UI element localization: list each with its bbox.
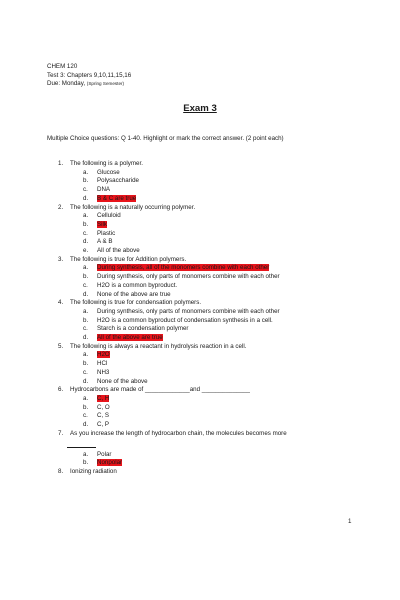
option-text-highlighted: B & C are true xyxy=(97,194,137,202)
option-letter: a. xyxy=(83,394,89,402)
answer-option[interactable] xyxy=(58,291,388,300)
question-number: 4. xyxy=(58,299,64,307)
option-text: Polysaccharide xyxy=(97,177,139,185)
option-letter: c. xyxy=(83,281,88,289)
answer-option[interactable] xyxy=(58,282,388,291)
question xyxy=(58,160,388,169)
option-text: H2O is a common byproduct of condensation synthesis in a cell. xyxy=(97,316,273,324)
answer-option[interactable] xyxy=(58,351,388,360)
option-letter: d. xyxy=(83,290,89,298)
question-text: Hydrocarbons are made of _____________and ______________ xyxy=(70,386,250,394)
due-line xyxy=(47,80,131,89)
question-number: 5. xyxy=(58,342,64,350)
question-text: As you increase the length of hydrocarbon chain, the molecules becomes more xyxy=(70,429,287,437)
option-letter: c. xyxy=(83,368,88,376)
answer-option[interactable] xyxy=(58,195,388,204)
option-letter: d. xyxy=(83,334,89,342)
option-letter: b. xyxy=(83,316,89,324)
due-note: (Spring Semester) xyxy=(86,81,125,87)
option-letter: a. xyxy=(83,212,89,220)
question xyxy=(58,343,388,352)
option-text: During synthesis, only parts of monomers combine with each other xyxy=(97,273,280,281)
option-letter: c. xyxy=(83,186,88,194)
course-header xyxy=(47,63,131,89)
option-letter: b. xyxy=(83,360,89,368)
question-number: 3. xyxy=(58,255,64,263)
question xyxy=(58,256,388,265)
question-number: 6. xyxy=(58,386,64,394)
option-text: Glucose xyxy=(97,168,120,176)
question xyxy=(58,386,388,395)
answer-option[interactable] xyxy=(58,308,388,317)
option-letter: e. xyxy=(83,247,89,255)
option-text-highlighted: Silk xyxy=(97,220,107,228)
question xyxy=(58,299,388,308)
due-prefix: Due: Monday, xyxy=(47,80,86,88)
course-code: CHEM 120 xyxy=(47,63,78,70)
option-letter: b. xyxy=(83,177,89,185)
answer-option[interactable] xyxy=(58,169,388,178)
option-text: None of the above xyxy=(97,377,148,385)
question-text: The following is a polymer. xyxy=(70,160,143,167)
question-number: 7. xyxy=(58,429,64,437)
option-letter: a. xyxy=(83,450,89,458)
option-text: None of the above are true xyxy=(97,290,171,298)
answer-option[interactable] xyxy=(58,264,388,273)
answer-option[interactable] xyxy=(58,334,388,343)
answer-option[interactable] xyxy=(58,412,388,421)
answer-option[interactable] xyxy=(58,186,388,195)
question-number: 8. xyxy=(58,467,64,475)
answer-option[interactable] xyxy=(58,247,388,256)
answer-option[interactable] xyxy=(58,378,388,387)
option-letter: c. xyxy=(83,229,88,237)
instructions: Multiple Choice questions: Q 1-40. Highlight or mark the correct answer. (2 point each) xyxy=(47,135,284,142)
answer-option[interactable] xyxy=(58,177,388,186)
question-number: 1. xyxy=(58,160,64,167)
answer-option[interactable] xyxy=(58,459,388,468)
answer-option[interactable] xyxy=(58,238,388,247)
answer-option[interactable] xyxy=(58,360,388,369)
test-chapters: Test 3: Chapters 9,10,11,15,16 xyxy=(47,71,132,79)
option-text-highlighted: H2O xyxy=(97,351,110,359)
option-text: During synthesis, only parts of monomers combine with each other xyxy=(97,307,280,315)
option-text: Polar xyxy=(97,450,112,458)
option-text: Celluloid xyxy=(97,212,121,220)
answer-option[interactable] xyxy=(58,212,388,221)
question-text: The following is a naturally occurring polymer. xyxy=(70,203,196,211)
answer-option[interactable] xyxy=(58,317,388,326)
answer-option[interactable] xyxy=(58,273,388,282)
option-text: NH3 xyxy=(97,368,110,376)
question-text: The following is always a reactant in hydrolysis reaction in a cell. xyxy=(70,342,247,350)
option-letter: a. xyxy=(83,264,89,272)
answer-option[interactable] xyxy=(58,369,388,378)
option-letter: a. xyxy=(83,307,89,315)
option-letter: d. xyxy=(83,194,89,202)
option-text: DNA xyxy=(97,186,111,194)
option-letter: d. xyxy=(83,421,89,429)
option-text-highlighted: All of the above are true xyxy=(97,334,163,342)
option-letter: b. xyxy=(83,273,89,281)
answer-blank xyxy=(58,439,388,451)
question-text: The following is true for Addition polymers. xyxy=(70,255,187,263)
answer-option[interactable] xyxy=(58,230,388,239)
option-text-highlighted: Nonpolar xyxy=(97,459,123,467)
option-letter: d. xyxy=(83,238,89,246)
answer-option[interactable] xyxy=(58,325,388,334)
page-number: 1 xyxy=(348,518,352,525)
option-letter: b. xyxy=(83,459,89,467)
option-text: Starch is a condensation polymer xyxy=(97,325,189,333)
question-text: The following is true for condensation polymers. xyxy=(70,299,202,307)
option-text: C, P xyxy=(97,421,110,429)
option-letter: c. xyxy=(83,412,88,420)
option-letter: a. xyxy=(83,351,89,359)
option-text-highlighted: During synthesis, all of the monomers combine with each other xyxy=(97,264,270,272)
option-text: A & B xyxy=(97,238,113,246)
question xyxy=(58,430,388,439)
option-letter: c. xyxy=(83,325,88,333)
answer-option[interactable] xyxy=(58,421,388,430)
option-letter: b. xyxy=(83,220,89,228)
question-number: 2. xyxy=(58,203,64,211)
option-text: C, S xyxy=(97,412,110,420)
answer-option[interactable] xyxy=(58,404,388,413)
answer-option[interactable] xyxy=(58,451,388,460)
option-text: C, O xyxy=(97,403,110,411)
option-letter: d. xyxy=(83,377,89,385)
option-text-highlighted: C, H xyxy=(97,394,110,402)
option-text: All of the above xyxy=(97,247,140,255)
option-text: H2O is a common byproduct. xyxy=(97,281,178,289)
question xyxy=(58,204,388,213)
question-list xyxy=(58,160,388,477)
option-letter: b. xyxy=(83,403,89,411)
question-text: Ionizing radiation xyxy=(70,467,117,475)
answer-option[interactable] xyxy=(58,221,388,230)
option-text: HCl xyxy=(97,360,108,368)
answer-option[interactable] xyxy=(58,395,388,404)
option-text: Plastic xyxy=(97,229,116,237)
exam-title: Exam 3 xyxy=(183,103,217,114)
option-letter: a. xyxy=(83,168,89,176)
question xyxy=(58,468,388,477)
